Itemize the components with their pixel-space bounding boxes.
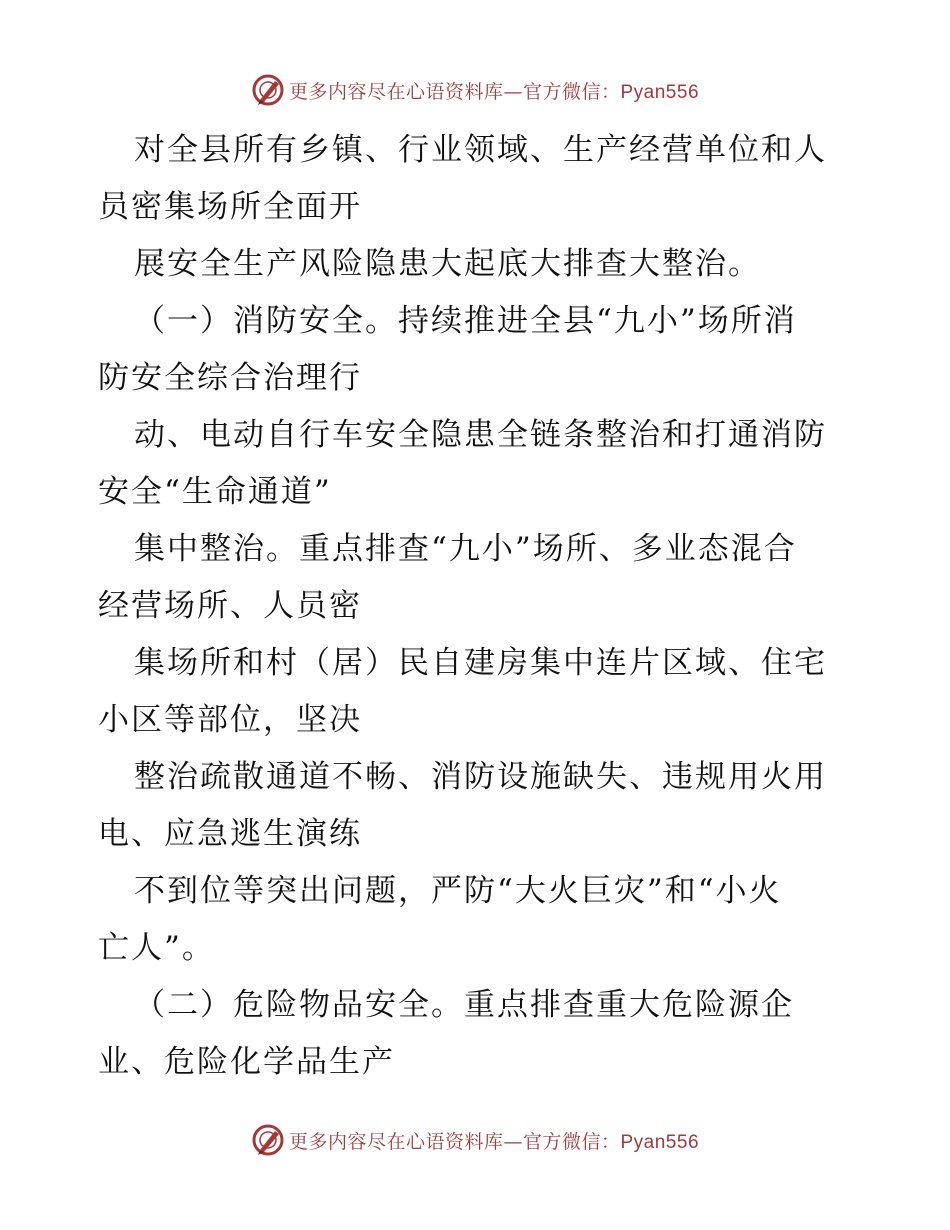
text-line: 展安全生产风险隐患大起底大排查大整治。 [134,246,761,282]
text-line: 对全县所有乡镇、行业领域、生产经营单位和人 [134,132,827,168]
text-line: 整治疏散通道不畅、消防设施缺失、违规用火用 [134,759,827,795]
header-watermark [0,70,950,110]
text-line: 经营场所、人员密 [98,588,362,624]
pen-logo-icon [251,1123,285,1157]
text-line: 安全“生命通道” [98,474,332,510]
text-line: 动、电动自行车安全隐患全链条整治和打通消防 [134,417,827,453]
text-line: 不到位等突出问题，严防“大火巨灾”和“小火 [134,873,782,909]
text-line: 业、危险化学品生产 [98,1044,395,1080]
text-line: 亡人”。 [98,930,215,966]
text-line: 员密集场所全面开 [98,189,362,225]
section-heading-line: （一）消防安全。持续推进全县“九小”场所消 [134,303,797,339]
text-line: 小区等部位，坚决 [98,702,362,738]
pen-logo-icon [251,73,285,107]
document-body [98,122,858,1091]
text-line: 集场所和村（居）民自建房集中连片区域、住宅 [134,645,827,681]
watermark-text: 更多内容尽在心语资料库—官方微信：Pyan556 [288,80,700,103]
text-line: 集中整治。重点排查“九小”场所、多业态混合 [134,531,797,567]
text-line: 防安全综合治理行 [98,360,362,396]
text-line: 电、应急逃生演练 [98,816,362,852]
section-heading-line: （二）危险物品安全。重点排查重大危险源企 [134,987,794,1023]
footer-watermark [0,1120,950,1160]
watermark-text: 更多内容尽在心语资料库—官方微信：Pyan556 [288,1130,700,1153]
